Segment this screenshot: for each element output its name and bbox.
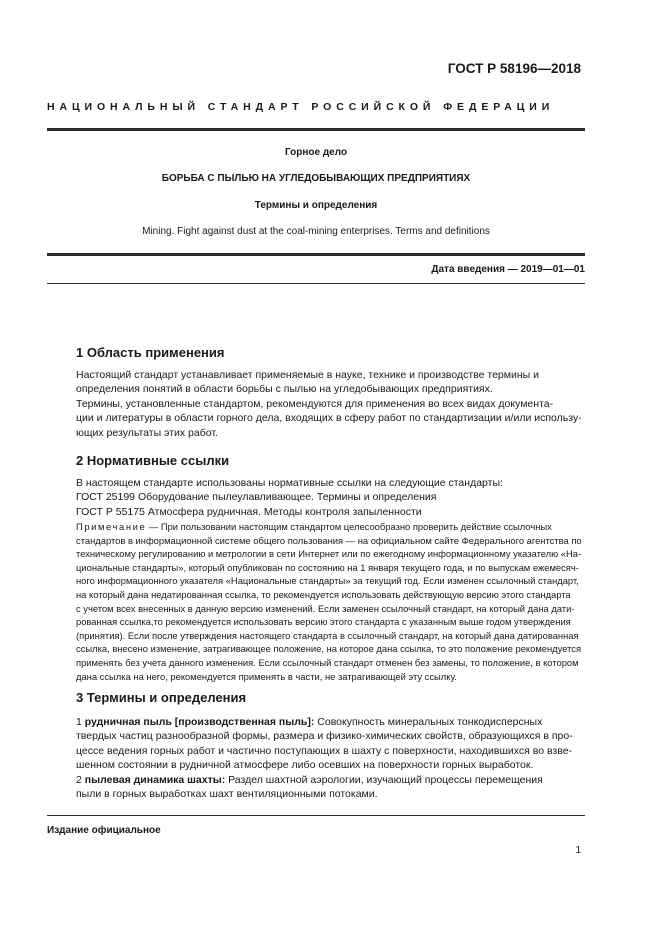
note-line: циональные стандарты», который опубликован по состоянию на 1 января текущего года, и по выпускам ежемесяч- (76, 561, 579, 573)
note-label: Примечание (76, 521, 147, 532)
footer-divider (47, 815, 585, 816)
section-3-heading: 3 Термины и определения (76, 690, 247, 705)
term-1-name: рудничная пыль [производственная пыль]: (84, 716, 315, 728)
section-1-body (76, 368, 582, 440)
term-2-definition-start: Раздел шахтной аэрологии, изучающий процессы перемещения (225, 774, 543, 786)
note-line: применять без учета данного изменения. Если ссылочный стандарт отменен без замены, то положение, в котором (76, 656, 579, 668)
term-2-name: пылевая динамика шахты: (84, 774, 226, 786)
section-2-heading: 2 Нормативные ссылки (76, 453, 230, 468)
text-line: Термины, установленные стандартом, рекомендуются для применения во всех видах документа- (76, 397, 554, 410)
note-text: — При пользовании настоящим стандартом целесообразно проверить действие ссылочных (146, 521, 552, 532)
note-line: на который дана недатированная ссылка, то рекомендуется использовать действующую версию этого стандарта (76, 588, 571, 600)
term-1-first-line (76, 715, 582, 729)
national-standard-heading: НАЦИОНАЛЬНЫЙ СТАНДАРТ РОССИЙСКОЙ ФЕДЕРАЦИИ (47, 101, 555, 113)
section-2-body (76, 476, 582, 519)
page-number: 1 (575, 845, 581, 856)
term-1 (76, 715, 582, 773)
document-subtitle: Термины и определения (254, 200, 378, 211)
introduction-date: Дата введения — 2019—01—01 (431, 264, 585, 275)
text-line: В настоящем стандарте использованы нормативные ссылки на следующие стандарты: (76, 477, 503, 489)
text-line: определения понятий в области борьбы с пылью на угледобывающих предприятиях. (76, 383, 493, 396)
term-number: 2 (76, 774, 82, 786)
text-line: ющих результаты этих работ. (76, 426, 218, 439)
standard-number: ГОСТ Р 58196—2018 (447, 61, 581, 76)
note-line (76, 520, 582, 534)
note-line: ссылка, внесено изменение, затрагивающее положение, на которое дана ссылка, то это положение рекомендуется (76, 643, 582, 655)
text-line: Настоящий стандарт устанавливает применяемые в науке, технике и производстве термины и (76, 369, 539, 381)
note-line: дана ссылка на него, рекомендуется применять в части, не затрагивающей эту ссылку. (76, 670, 457, 682)
text-line: ции и литературы в области горного дела, входящих в сферу работ по стандартизации и/или использу- (76, 412, 582, 425)
note-line: техническому регулированию и метрологии в сети Интернет или по ежегодному информационному указателю «На- (76, 548, 582, 560)
subject-line: Горное дело (284, 147, 348, 158)
term-2-first-line (76, 773, 582, 787)
definition-line: цессе ведения горных работ и частично поступающих в шахту с поверхности, находившихся во взве- (76, 744, 573, 757)
term-number: 1 (76, 716, 82, 728)
date-divider (47, 283, 585, 284)
note-line: с учетом всех внесенных в данную версию изменений. Если заменен ссылочный стандарт, на который дана дати- (76, 602, 575, 614)
term-2 (76, 773, 582, 802)
note-line: ного информационного указателя «Национальные стандарты» за текущий год. Если изменен ссылочный стандарт, (76, 575, 579, 587)
english-title: Mining. Fight against dust at the coal-mining enterprises. Terms and definitions (142, 226, 490, 237)
reference-gost-25199: ГОСТ 25199 Оборудование пылеулавливающее. Термины и определения (76, 491, 437, 504)
document-title: БОРЬБА С ПЫЛЬЮ НА УГЛЕДОБЫВАЮЩИХ ПРЕДПРИЯТИЯХ (161, 173, 471, 184)
definition-line: пыли в горных выработках шахт вентиляционными потоками. (76, 788, 378, 801)
note-line: (принятия). Если после утверждения настоящего стандарта в ссылочный стандарт, на который дана датированная (76, 629, 579, 641)
top-divider (47, 128, 585, 131)
section-2-note (76, 520, 582, 683)
definition-line: шенном состоянии в рудничной атмосфере либо осевших на поверхности горных выработок. (76, 759, 534, 772)
note-line: рованная ссылка,то рекомендуется использовать версию этого стандарта с указанным выше годом утверждения (76, 616, 571, 628)
definition-line: твердых частиц разнообразной формы, размера и физико-химических свойств, образующихся в про- (76, 730, 573, 743)
official-edition-label: Издание официальное (47, 825, 161, 836)
section-1-heading: 1 Область применения (76, 345, 225, 360)
term-1-definition-start: Совокупность минеральных тонкодисперсных (314, 716, 543, 728)
title-divider (47, 253, 585, 256)
note-line: стандартов в информационной системе общего пользования — на официальном сайте Федерального агентства по (76, 534, 582, 546)
reference-gost-r-55175: ГОСТ Р 55175 Атмосфера рудничная. Методы контроля запыленности (76, 505, 422, 518)
